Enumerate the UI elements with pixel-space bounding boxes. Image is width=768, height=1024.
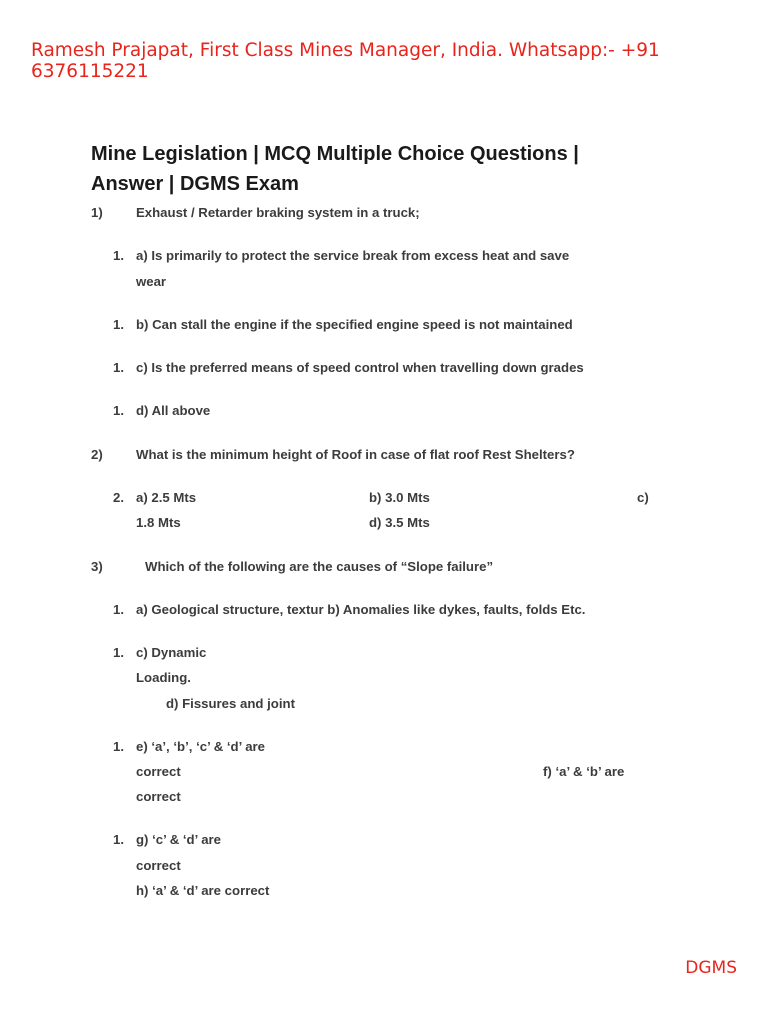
option-a: a) Is primarily to protect the service break from excess heat and save	[136, 248, 570, 263]
option-g-continued: correct	[136, 858, 181, 873]
option-number: 1.	[113, 248, 124, 263]
option-c: c) Dynamic	[136, 645, 207, 660]
option-g: g) ‘c’ & ‘d’ are	[136, 832, 222, 847]
question-number: 2)	[91, 447, 103, 462]
option-b: b) Can stall the engine if the specified engine speed is not maintained	[136, 317, 573, 332]
option-e: e) ‘a’, ‘b’, ‘c’ & ‘d’ are	[136, 739, 265, 754]
question-number: 1)	[91, 205, 103, 220]
option-c-continued: Loading.	[136, 670, 191, 685]
option-a: a) 2.5 Mts	[136, 490, 197, 505]
title-line-1: Mine Legislation | MCQ Multiple Choice Questions |	[91, 143, 579, 165]
page-title	[91, 139, 691, 199]
question-text: Which of the following are the causes of “Slope failure”	[145, 559, 494, 574]
option-d: d) Fissures and joint	[166, 696, 295, 711]
option-a-b: a) Geological structure, textur b) Anomalies like dykes, faults, folds Etc.	[136, 602, 586, 617]
option-number: 1.	[113, 317, 124, 332]
option-c-value: 1.8 Mts	[136, 515, 181, 530]
option-number: 1.	[113, 360, 124, 375]
author-contact-line: Ramesh Prajapat, First Class Mines Manager, India. Whatsapp:- +91 6376115221	[31, 40, 660, 82]
option-number: 1.	[113, 832, 124, 847]
question-text: Exhaust / Retarder braking system in a truck;	[136, 205, 420, 220]
option-number: 2.	[113, 490, 124, 505]
option-f-continued: correct	[136, 789, 181, 804]
option-number: 1.	[113, 403, 124, 418]
option-number: 1.	[113, 739, 124, 754]
footer-label: DGMS	[685, 958, 737, 978]
option-e-continued: correct	[136, 764, 181, 779]
option-d: d) 3.5 Mts	[369, 515, 430, 530]
question-text: What is the minimum height of Roof in case of flat roof Rest Shelters?	[136, 447, 575, 462]
option-f: f) ‘a’ & ‘b’ are	[543, 764, 625, 779]
option-b: b) 3.0 Mts	[369, 490, 430, 505]
option-number: 1.	[113, 602, 124, 617]
option-c-label: c)	[637, 490, 649, 505]
option-h: h) ‘a’ & ‘d’ are correct	[136, 883, 270, 898]
option-number: 1.	[113, 645, 124, 660]
title-line-2: Answer | DGMS Exam	[91, 173, 299, 195]
option-a-continued: wear	[136, 274, 167, 289]
option-d: d) All above	[136, 403, 211, 418]
question-number: 3)	[91, 559, 103, 574]
option-c: c) Is the preferred means of speed control when travelling down grades	[136, 360, 584, 375]
